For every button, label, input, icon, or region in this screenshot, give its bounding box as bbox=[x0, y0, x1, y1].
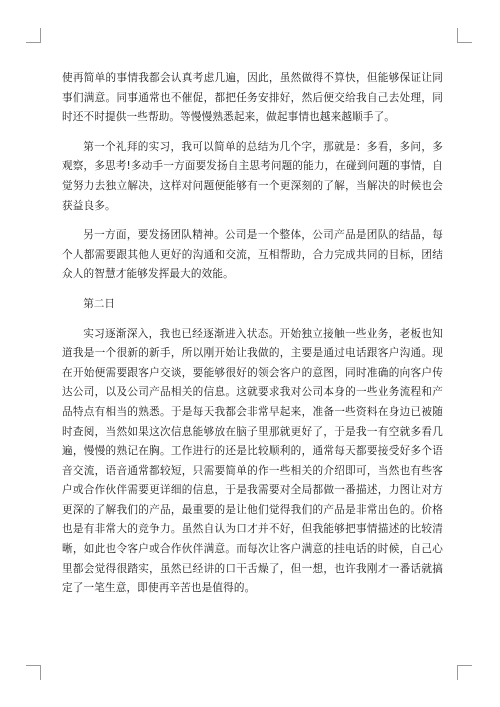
crop-mark-top-left bbox=[26, 28, 41, 43]
crop-mark-bottom-left bbox=[26, 665, 41, 680]
paragraph-first-week-summary: 第一个礼拜的实习，我可以简单的总结为几个字，那就是：多看，多问，多观察，多思考!多动手一方面要发扬自主思考问题的能力，在碰到问题的事情，自觉努力去独立解决，这样对问题便能够有一个更深刻的了解，当解决的时候也会获益良多。 bbox=[62, 140, 443, 212]
section-heading-day-two: 第二日 bbox=[83, 297, 115, 310]
paragraph-team-spirit: 另一方面，要发扬团队精神。公司是一个整体，公司产品是团队的结晶，每个人都需要跟其他人更好的沟通和交流，互相帮助，合力完成共同的目标，团结众人的智慧才能够发挥最大的效能。 bbox=[62, 229, 443, 281]
crop-mark-bottom-right bbox=[457, 665, 472, 680]
document-body bbox=[62, 69, 443, 599]
paragraph-continuation: 使再简单的事情我都会认真考虑几遍，因此，虽然做得不算快，但能够保证让同事们满意。同事通常也不催促，都把任务安排好，然后便交给我自己去处理，同时还不时提供一些帮助。等慢慢熟悉起来，做起事情也越来越顺手了。 bbox=[62, 72, 443, 124]
paragraph-day-two: 实习逐渐深入，我也已经逐渐进入状态。开始独立接触一些业务，老板也知道我是一个很新的新手，所以刚开始让我做的，主要是通过电话跟客户沟通。现在开始便需要跟客户交谈，要能够很好的领会客户的意图，同时准确的向客户传达公司，以及公司产品相关的信息。这就要求我对公司本身的一些业务流程和产品特点有相当的熟悉。于是每天我都会非常早起来，准备一些资料在身边已被随时查阅，当然如果这次信息能够放在脑子里那就更好了，于是我一有空就多看几遍，慢慢的熟记在胸。工作进行的还是比较顺利的，通常每天都要接受好多个语音交流，语音通常都较短，只需要简单的作一些相关的介绍即可，当然也有些客户或合作伙伴需要更详细的信息，于是我需要对全局都做一番描述，力图让对方更深的了解我们的产品，最重要的是让他们觉得我们的产品是非常出色的。价格也是有非常大的竞争力。虽然自认为口才并不好，但我能够把事情描述的比较清晰，如此也令客户或合作伙伴满意。而每次让客户满意的挂电话的时候，自己心里都会觉得很踏实，虽然已经讲的口干舌燥了，但一想，也许我刚才一番话就搞定了一笔生意，即使再辛苦也是值得的。 bbox=[62, 327, 443, 595]
crop-mark-top-right bbox=[457, 28, 472, 43]
